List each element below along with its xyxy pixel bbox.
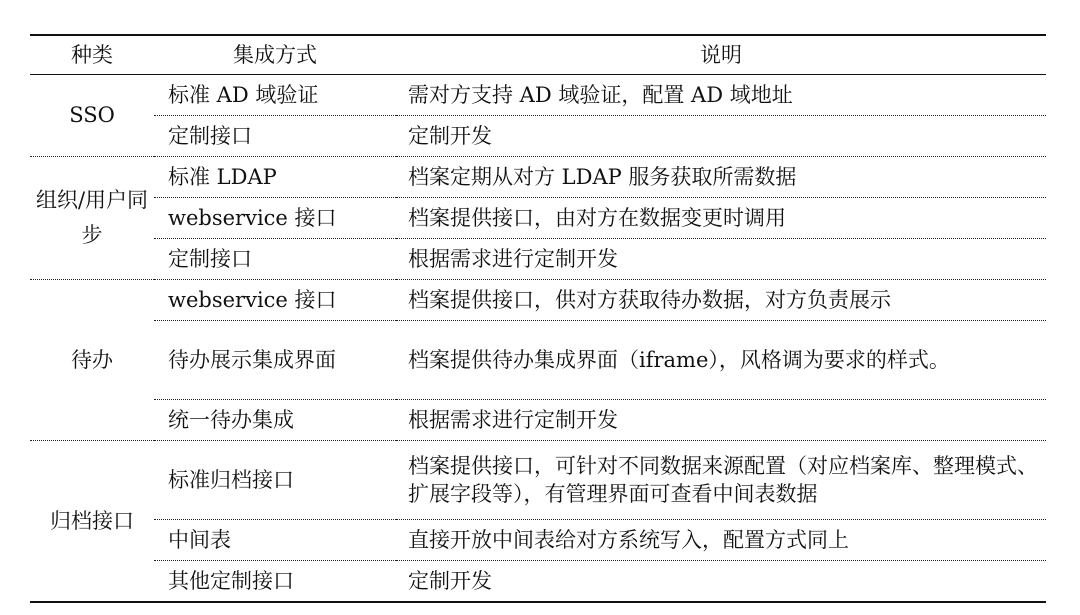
table-row [30, 400, 1046, 441]
table-row [30, 157, 1046, 198]
description-cell: 档案提供接口，可针对不同数据来源配置（对应档案库、整理模式、扩展字段等），有管理界面可查看中间表数据 [396, 441, 1046, 520]
table-row [30, 441, 1046, 520]
description-cell: 定制开发 [396, 116, 1046, 157]
method-cell: webservice 接口 [154, 198, 396, 239]
category-cell-todo: 待办 [30, 280, 154, 441]
description-cell: 根据需求进行定制开发 [396, 400, 1046, 441]
description-cell: 档案提供接口，供对方获取待办数据，对方负责展示 [396, 280, 1046, 321]
method-cell: 标准 AD 域验证 [154, 75, 396, 116]
table-header [30, 35, 1046, 75]
description-cell: 档案定期从对方 LDAP 服务获取所需数据 [396, 157, 1046, 198]
header-method: 集成方式 [154, 35, 396, 75]
table-row [30, 561, 1046, 603]
description-cell: 档案提供待办集成界面（iframe），风格调为要求的样式。 [396, 321, 1046, 400]
table-row [30, 198, 1046, 239]
method-cell: webservice 接口 [154, 280, 396, 321]
table-row [30, 321, 1046, 400]
description-cell: 直接开放中间表给对方系统写入，配置方式同上 [396, 520, 1046, 561]
integration-table-container [30, 34, 1046, 603]
method-cell: 标准 LDAP [154, 157, 396, 198]
category-cell-sso: SSO [30, 75, 154, 157]
method-cell: 待办展示集成界面 [154, 321, 396, 400]
description-cell: 定制开发 [396, 561, 1046, 603]
description-cell: 需对方支持 AD 域验证，配置 AD 域地址 [396, 75, 1046, 116]
header-category: 种类 [30, 35, 154, 75]
method-cell: 统一待办集成 [154, 400, 396, 441]
method-cell: 定制接口 [154, 239, 396, 280]
table-row [30, 520, 1046, 561]
method-cell: 标准归档接口 [154, 441, 396, 520]
table-row [30, 116, 1046, 157]
integration-methods-table [30, 34, 1046, 603]
description-cell: 档案提供接口，由对方在数据变更时调用 [396, 198, 1046, 239]
header-description: 说明 [396, 35, 1046, 75]
method-cell: 中间表 [154, 520, 396, 561]
table-row [30, 75, 1046, 116]
table-row [30, 280, 1046, 321]
table-body [30, 75, 1046, 603]
table-row [30, 239, 1046, 280]
category-cell-org-sync: 组织/用户同步 [30, 157, 154, 280]
header-row [30, 35, 1046, 75]
method-cell: 定制接口 [154, 116, 396, 157]
method-cell: 其他定制接口 [154, 561, 396, 603]
description-cell: 根据需求进行定制开发 [396, 239, 1046, 280]
category-cell-archive: 归档接口 [30, 441, 154, 603]
